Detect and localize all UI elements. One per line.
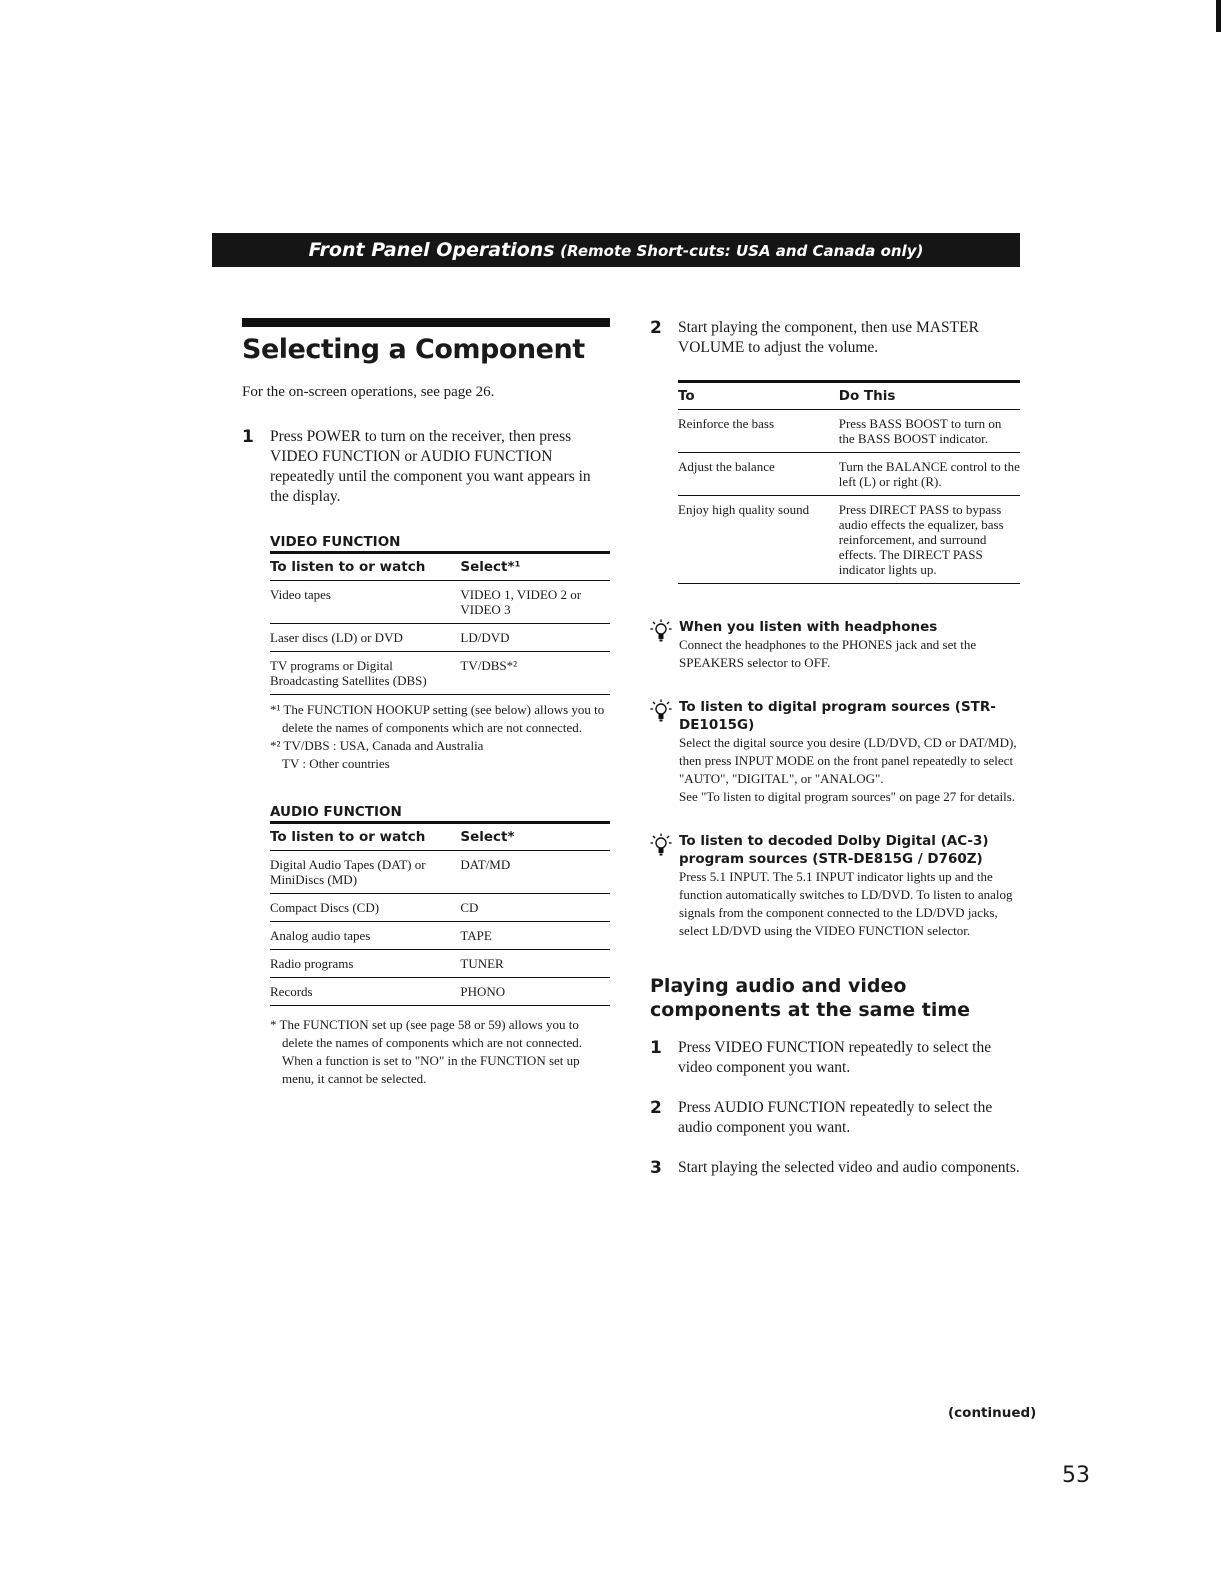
table-cell: Press DIRECT PASS to bypass audio effects the equalizer, bass reinforcement, and surround effects. The DIRECT PASS indicator lights up. — [839, 496, 1020, 584]
lightbulb-icon — [650, 699, 672, 723]
table-row — [270, 922, 610, 950]
step-text: Start playing the selected video and audio components. — [678, 1159, 1020, 1176]
table-header-row — [270, 823, 610, 851]
audio-function-table — [270, 821, 610, 1006]
page-number: 53 — [1062, 1463, 1090, 1488]
continued-label: (continued) — [948, 1405, 1037, 1421]
table-cell: TAPE — [460, 922, 610, 950]
table-cell: Video tapes — [270, 581, 460, 624]
video-function-block — [270, 533, 610, 1088]
video-function-table — [270, 551, 610, 695]
banner-title: Front Panel Operations — [308, 239, 555, 261]
column-header: Select*¹ — [460, 553, 610, 581]
table-cell: VIDEO 1, VIDEO 2 or VIDEO 3 — [460, 581, 610, 624]
table-row — [270, 894, 610, 922]
table-row — [678, 453, 1020, 496]
step-3b — [650, 1158, 1020, 1178]
table-cell: Reinforce the bass — [678, 410, 839, 453]
table-cell: LD/DVD — [460, 624, 610, 652]
column-header: Do This — [839, 382, 1020, 410]
footnote: * The FUNCTION set up (see page 58 or 59) allows you to delete the names of components which are not connected. When a function is set to "NO" in the FUNCTION set up menu, it cannot be selected. — [270, 1017, 582, 1086]
step-text: Press VIDEO FUNCTION repeatedly to select the video component you want. — [678, 1039, 992, 1076]
table-cell: TV programs or Digital Broadcasting Satellites (DBS) — [270, 652, 460, 695]
title-rule — [242, 318, 610, 327]
table-row — [270, 652, 610, 695]
footnote: *² TV/DBS : USA, Canada and Australia — [270, 738, 484, 753]
step-number: 1 — [650, 1038, 662, 1058]
column-header: To listen to or watch — [270, 553, 460, 581]
table-cell: TUNER — [460, 950, 610, 978]
tip-body: Press 5.1 INPUT. The 5.1 INPUT indicator lights up and the function automatically switches to LD/DVD. To listen to analog signals from the component connected to the LD/DVD jacks, select LD/DVD using the VIDEO FUNCTION selector. — [679, 869, 1013, 938]
step-text: Press AUDIO FUNCTION repeatedly to select the audio component you want. — [678, 1099, 993, 1136]
banner-subtitle: (Remote Short-cuts: USA and Canada only) — [560, 242, 924, 260]
tip-body: Select the digital source you desire (LD/DVD, CD or DAT/MD), then press INPUT MODE on the front panel repeatedly to select "AUTO", "DIGITAL", or "ANALOG". — [679, 735, 1017, 786]
table-cell: Press BASS BOOST to turn on the BASS BOOST indicator. — [839, 410, 1020, 453]
tip-title: To listen to decoded Dolby Digital (AC-3) program sources (STR-DE815G / D760Z) — [679, 833, 989, 867]
table-cell: Compact Discs (CD) — [270, 894, 460, 922]
table-row — [270, 950, 610, 978]
tip-body: See "To listen to digital program sources" on page 27 for details. — [679, 789, 1016, 804]
step-2b — [650, 1098, 1020, 1138]
table-cell: Radio programs — [270, 950, 460, 978]
page-title: Selecting a Component — [242, 334, 585, 365]
table-cell: DAT/MD — [460, 851, 610, 894]
column-header: To listen to or watch — [270, 823, 460, 851]
table-cell: Adjust the balance — [678, 453, 839, 496]
table-cell: Analog audio tapes — [270, 922, 460, 950]
tip-body: Connect the headphones to the PHONES jack and set the SPEAKERS selector to OFF. — [679, 637, 977, 670]
table-cell: Enjoy high quality sound — [678, 496, 839, 584]
audio-function-heading: AUDIO FUNCTION — [270, 804, 402, 820]
table-header-row — [270, 553, 610, 581]
footnote: TV : Other countries — [282, 756, 390, 771]
table-cell: Turn the BALANCE control to the left (L) or right (R). — [839, 453, 1020, 496]
step-text: Press POWER to turn on the receiver, then press VIDEO FUNCTION or AUDIO FUNCTION repeatedly until the component you want appears in the display. — [270, 428, 591, 505]
table-cell: PHONO — [460, 978, 610, 1006]
lightbulb-icon — [650, 833, 672, 857]
step-1 — [242, 427, 610, 507]
step-number: 3 — [650, 1158, 662, 1178]
audio-footnote-block — [270, 1016, 610, 1088]
table-cell: Records — [270, 978, 460, 1006]
table-row — [270, 978, 610, 1006]
video-function-heading: VIDEO FUNCTION — [270, 534, 401, 550]
table-cell: TV/DBS*² — [460, 652, 610, 695]
table-cell: Laser discs (LD) or DVD — [270, 624, 460, 652]
table-row — [270, 851, 610, 894]
adjustment-table-block — [678, 380, 1020, 584]
tip-title: To listen to digital program sources (STR-DE1015G) — [679, 699, 996, 733]
step-number: 2 — [650, 318, 662, 338]
left-column — [242, 318, 610, 1088]
tip-dolby-digital — [650, 832, 1020, 940]
right-column — [650, 318, 1020, 1178]
table-row — [270, 581, 610, 624]
table-cell: CD — [460, 894, 610, 922]
column-header: To — [678, 382, 839, 410]
column-header: Select* — [460, 823, 610, 851]
video-footnotes — [270, 701, 610, 773]
step-number: 2 — [650, 1098, 662, 1118]
section-title: Playing audio and video components at the same time — [650, 975, 971, 1021]
table-cell: Digital Audio Tapes (DAT) or MiniDiscs (MD) — [270, 851, 460, 894]
table-row — [270, 624, 610, 652]
tip-digital-sources — [650, 698, 1020, 806]
step-number: 1 — [242, 427, 254, 447]
lightbulb-icon — [650, 619, 672, 643]
step-text: Start playing the component, then use MASTER VOLUME to adjust the volume. — [678, 319, 979, 356]
table-header-row — [678, 382, 1020, 410]
crop-mark — [1216, 0, 1221, 32]
step-1b — [650, 1038, 1020, 1078]
tip-title: When you listen with headphones — [679, 619, 938, 635]
intro-text: For the on-screen operations, see page 26. — [242, 384, 495, 400]
adjustment-table — [678, 380, 1020, 584]
step-2 — [650, 318, 1020, 358]
footnote: *¹ The FUNCTION HOOKUP setting (see below) allows you to delete the names of components which are not connected. — [270, 702, 605, 735]
section-banner — [212, 233, 1020, 267]
tip-headphones — [650, 618, 1020, 672]
table-row — [678, 496, 1020, 584]
table-row — [678, 410, 1020, 453]
